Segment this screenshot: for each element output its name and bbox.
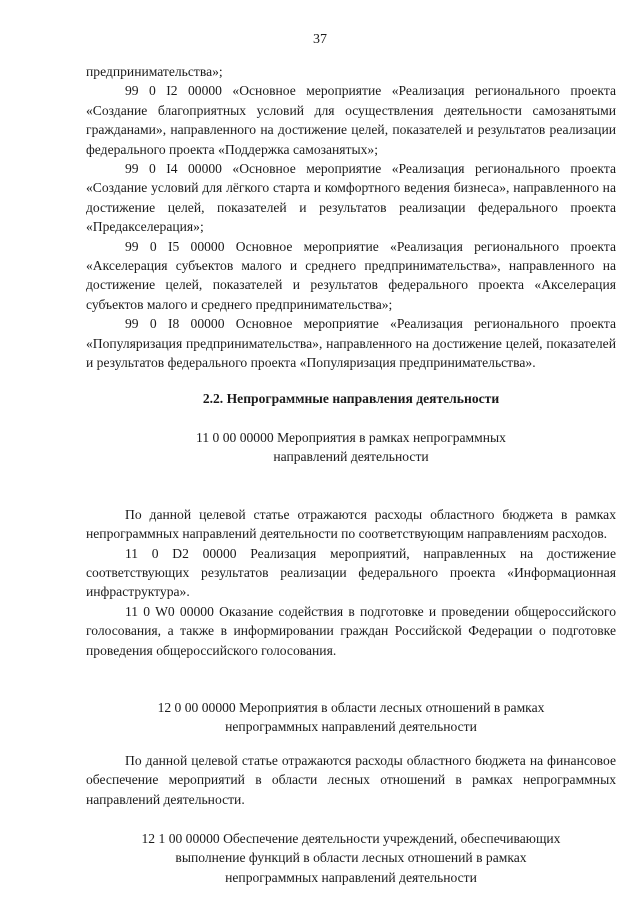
subsection-12-1-title-line2: выполнение функций в области лесных отношений в рамках [175, 850, 527, 866]
paragraph-item-i4: 99 0 I4 00000 «Основное мероприятие «Реализация регионального проекта «Создание условий для лёгкого старта и комфортного ведения бизнеса», направленного на достижение целей, показателей и результатов реализации федерального проекта «Предакселерация»; [86, 161, 616, 235]
paragraph-item-i2: 99 0 I2 00000 «Основное мероприятие «Реализация регионального проекта «Создание благоприятных условий для осуществления деятельности самозанятыми гражданами», направленного на достижение целей, показателей и результатов реализации федерального проекта «Поддержка самозанятых»; [86, 83, 616, 157]
subsection-11-item-w0: 11 0 W0 00000 Оказание содействия в подготовке и проведении общероссийского голосования, а также в информировании граждан Российской Федерации о подготовке проведения общероссийского голосования. [86, 603, 616, 658]
document-body [86, 62, 616, 887]
paragraph-continuation: предпринимательства»; [86, 64, 223, 79]
paragraph-item-i8: 99 0 I8 00000 Основное мероприятие «Реализация регионального проекта «Популяризация предпринимательства», направленного на достижение целей, показателей и результатов федерального проекта «Популяризация предпринимательства». [86, 316, 616, 371]
subsection-11-title-line1: 11 0 00 00000 Мероприятия в рамках непрограммных [196, 429, 506, 445]
subsection-12-1-title-line3: непрограммных направлений деятельности [225, 869, 477, 885]
subsection-11-title-line2: направлений деятельности [273, 449, 429, 465]
subsection-12-title-line2: непрограммных направлений деятельности [225, 719, 477, 735]
page-number: 37 [313, 32, 327, 47]
subsection-11-item-d2: 11 0 D2 00000 Реализация мероприятий, направленных на достижение соответствующих результатов реализации федерального проекта «Информационная инфраструктура». [86, 545, 616, 600]
paragraph-item-i5: 99 0 I5 00000 Основное мероприятие «Реализация регионального проекта «Акселерация субъектов малого и среднего предпринимательства», направленного на достижение целей, показателей и результатов федерального проекта «Акселерация субъектов малого и среднего предпринимательства»; [86, 238, 616, 312]
subsection-12-title-line1: 12 0 00 00000 Мероприятия в области лесных отношений в рамках [157, 699, 545, 715]
section-heading: 2.2. Непрограммные направления деятельности [202, 390, 500, 406]
subsection-12-intro: По данной целевой статье отражаются расходы областного бюджета на финансовое обеспечение мероприятий в области лесных отношений в рамках непрограммных направлений деятельности. [86, 752, 616, 807]
subsection-12-1-title-line1: 12 1 00 00000 Обеспечение деятельности учреждений, обеспечивающих [141, 831, 561, 846]
subsection-11-intro: По данной целевой статье отражаются расходы областного бюджета в рамках непрограммных направлений деятельности по соответствующим направлениям расходов. [86, 506, 616, 542]
